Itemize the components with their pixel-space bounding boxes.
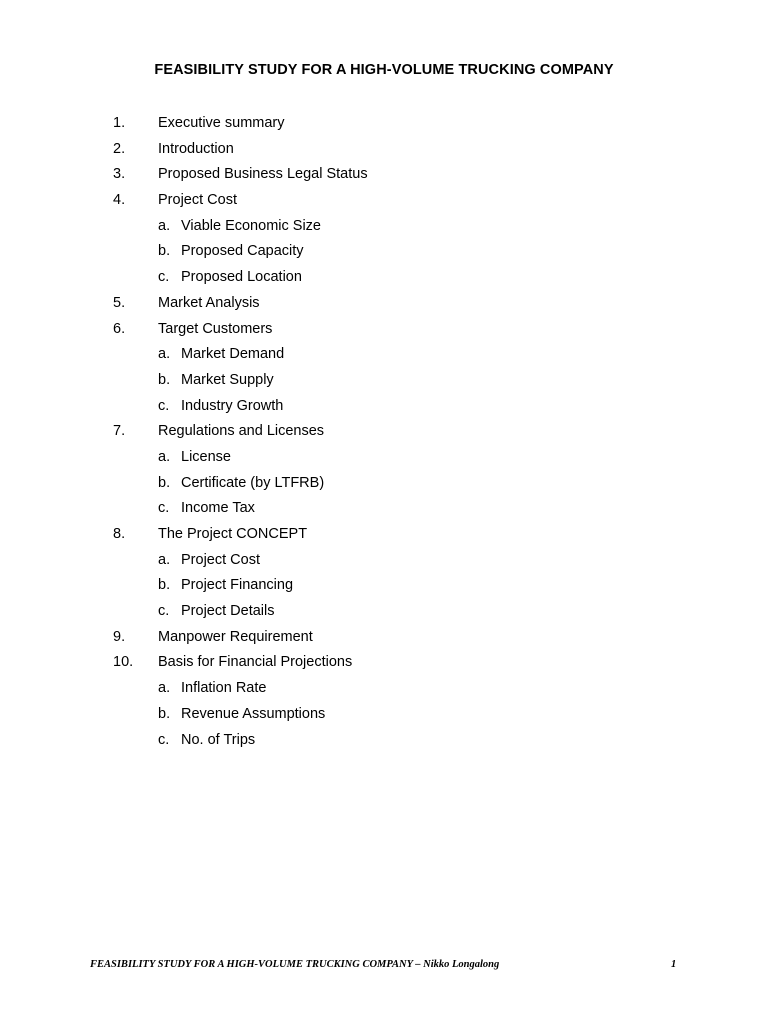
toc-item-number: 5. (113, 294, 126, 311)
document-title: FEASIBILITY STUDY FOR A HIGH-VOLUME TRUCKING COMPANY (154, 62, 614, 78)
toc-subitem (0, 601, 768, 627)
toc-item-number: 1. (113, 115, 126, 131)
toc-subitem-label: Certificate (by LTFRB) (181, 474, 325, 491)
toc-subitem (0, 370, 768, 396)
toc-item-label: Manpower Requirement (158, 628, 313, 645)
toc-subitem-letter: b. (158, 705, 171, 722)
toc-subitem (0, 396, 768, 422)
toc-subitem-label: Market Demand (181, 346, 285, 363)
toc-subitem-letter: a. (158, 217, 171, 234)
toc-subitem-letter: b. (158, 371, 171, 388)
toc-item-label: Project Cost (158, 192, 237, 209)
toc-item-number: 6. (113, 320, 126, 337)
toc-subitem (0, 447, 768, 473)
toc-item-number: 9. (113, 628, 126, 645)
toc-subitem-letter: b. (158, 243, 171, 260)
toc-item-number: 7. (113, 423, 126, 440)
page-number: 1 (671, 959, 677, 970)
footer-text: FEASIBILITY STUDY FOR A HIGH-VOLUME TRUCKING COMPANY – Nikko Longalong (90, 959, 500, 970)
toc-item-number: 3. (113, 166, 126, 183)
toc-subitem-letter: a. (158, 680, 171, 697)
toc-subitem (0, 730, 768, 756)
toc-item (0, 319, 768, 345)
toc-subitem (0, 704, 768, 730)
toc-item (0, 524, 768, 550)
toc-item-label: Basis for Financial Projections (158, 654, 353, 671)
toc-subitem-label: Income Tax (181, 500, 255, 517)
toc-subitem-label: License (181, 448, 231, 465)
toc-subitem-label: Viable Economic Size (181, 217, 321, 234)
toc-subitem-label: Project Cost (181, 551, 260, 568)
toc-subitem (0, 473, 768, 499)
toc-subitem (0, 678, 768, 704)
toc-subitem-label: Industry Growth (181, 397, 284, 414)
toc-subitem-label: Project Details (181, 603, 275, 620)
toc-subitem (0, 550, 768, 576)
toc-item-label: Proposed Business Legal Status (158, 166, 368, 183)
toc-item (0, 293, 768, 319)
toc-subitem-label: Market Supply (181, 371, 274, 388)
toc-item-label: The Project CONCEPT (158, 526, 308, 542)
toc-item (0, 139, 768, 165)
toc-item-number: 2. (113, 140, 126, 157)
toc-subitem-label: Revenue Assumptions (181, 705, 326, 722)
toc-subitem-letter: a. (158, 346, 171, 363)
toc-item (0, 190, 768, 216)
toc-item (0, 627, 768, 653)
toc-subitem (0, 216, 768, 242)
toc-item-number: 4. (113, 192, 126, 209)
toc-subitem-label: No. of Trips (181, 731, 256, 748)
toc-subitem (0, 344, 768, 370)
toc-subitem-letter: c. (158, 500, 170, 517)
toc-item-label: Introduction (158, 140, 234, 157)
toc-subitem (0, 575, 768, 601)
toc-item (0, 652, 768, 678)
toc-subitem (0, 241, 768, 267)
toc-item-number: 10. (113, 654, 134, 671)
toc-subitem-letter: b. (158, 577, 171, 594)
toc-subitem (0, 498, 768, 524)
toc-item (0, 164, 768, 190)
toc-subitem-letter: b. (158, 474, 171, 491)
toc-item-label: Executive summary (158, 115, 285, 131)
table-of-contents (0, 113, 768, 755)
toc-item (0, 113, 768, 139)
toc-subitem-label: Project Financing (181, 577, 294, 594)
toc-subitem-letter: c. (158, 603, 170, 620)
toc-subitem (0, 267, 768, 293)
toc-subitem-letter: a. (158, 551, 171, 568)
toc-subitem-letter: c. (158, 731, 170, 748)
toc-item-label: Market Analysis (158, 294, 260, 311)
toc-subitem-letter: a. (158, 448, 171, 465)
toc-subitem-label: Proposed Location (181, 269, 302, 286)
toc-item-label: Regulations and Licenses (158, 423, 325, 440)
toc-item-number: 8. (113, 526, 126, 542)
toc-subitem-label: Inflation Rate (181, 680, 267, 697)
toc-subitem-letter: c. (158, 269, 170, 286)
toc-subitem-letter: c. (158, 397, 170, 414)
toc-subitem-label: Proposed Capacity (181, 243, 304, 260)
toc-item-label: Target Customers (158, 320, 273, 337)
toc-item (0, 421, 768, 447)
